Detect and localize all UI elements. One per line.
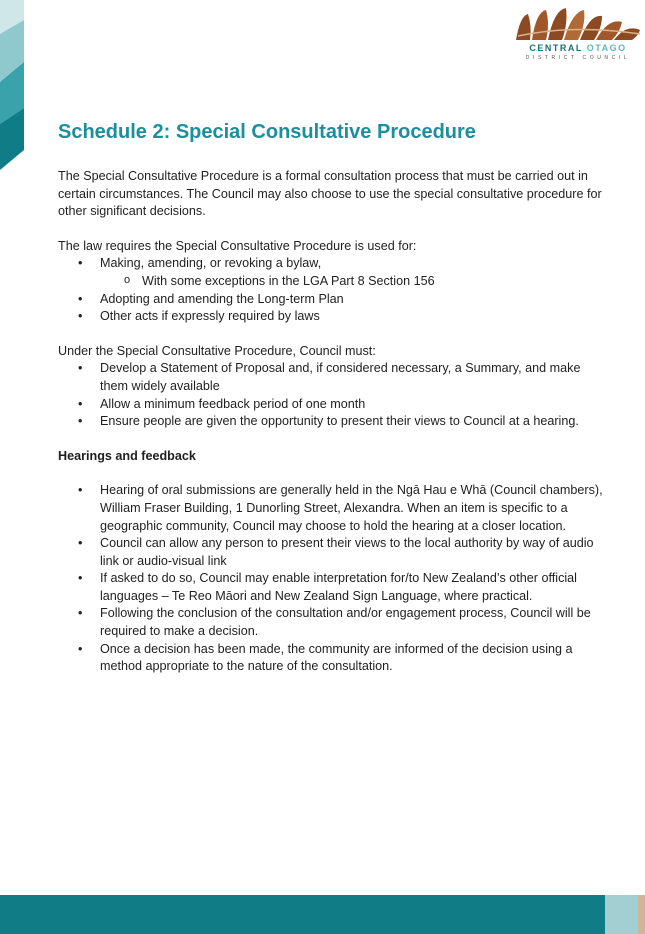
law-intro: The law requires the Special Consultative Procedure is used for: — [58, 238, 417, 253]
list-item: • Develop a Statement of Proposal and, if considered necessary, a Summary, and make them widely available — [58, 360, 606, 395]
list-item: • Allow a minimum feedback period of one month — [58, 396, 606, 414]
list-item: • Following the conclusion of the consultation and/or engagement process, Council will be required to make a decision. — [58, 605, 606, 640]
logo-subtitle: DISTRICT COUNCIL — [525, 55, 631, 61]
corner-decoration — [0, 0, 24, 170]
document-body — [58, 168, 606, 693]
law-list — [58, 255, 606, 325]
page-title: Schedule 2: Special Consultative Procedure — [58, 121, 476, 143]
list-item: • Ensure people are given the opportunity to present their views to Council at a hearing. — [58, 413, 606, 431]
section-heading: Hearings and feedback — [58, 448, 196, 463]
mountains-icon — [514, 6, 642, 42]
list-item: • Making, amending, or revoking a bylaw, o With some exceptions in the LGA Part 8 Section 156 — [58, 255, 606, 290]
list-item: • Adopting and amending the Long-term Plan — [58, 291, 606, 309]
list-item: • If asked to do so, Council may enable interpretation for/to New Zealand’s other official languages – Te Reo Māori and New Zealand Sign Language, where practical. — [58, 570, 606, 605]
footer-accent-tan — [638, 895, 645, 934]
council-logo — [514, 6, 642, 60]
hearings-list — [58, 482, 606, 676]
list-item: • Council can allow any person to present their views to the local authority by way of audio link or audio-visual link — [58, 535, 606, 570]
list-item: • Other acts if expressly required by laws — [58, 308, 606, 326]
list-item: • Hearing of oral submissions are generally held in the Ngā Hau e Whā (Council chambers), William Fraser Building, 1 Dunorling Street, Alexandra. When an item is specific to a geographic community, Council may choose to hold the hearing at a closer location. — [58, 482, 606, 535]
list-item: • Once a decision has been made, the community are informed of the decision using a method appropriate to the nature of the consultation. — [58, 641, 606, 676]
footer-bar — [0, 895, 605, 934]
sub-list-item: o With some exceptions in the LGA Part 8 Section 156 — [100, 273, 606, 291]
logo-wordmark: CENTRAL OTAGO — [529, 43, 627, 53]
must-intro: Under the Special Consultative Procedure, Council must: — [58, 343, 376, 358]
intro-paragraph: The Special Consultative Procedure is a formal consultation process that must be carried out in certain circumstances. The Council may also choose to use the special consultative procedure for other significant decisions. — [58, 169, 602, 219]
sub-list — [100, 273, 606, 291]
must-list — [58, 360, 606, 430]
footer-accent-light — [605, 895, 638, 934]
